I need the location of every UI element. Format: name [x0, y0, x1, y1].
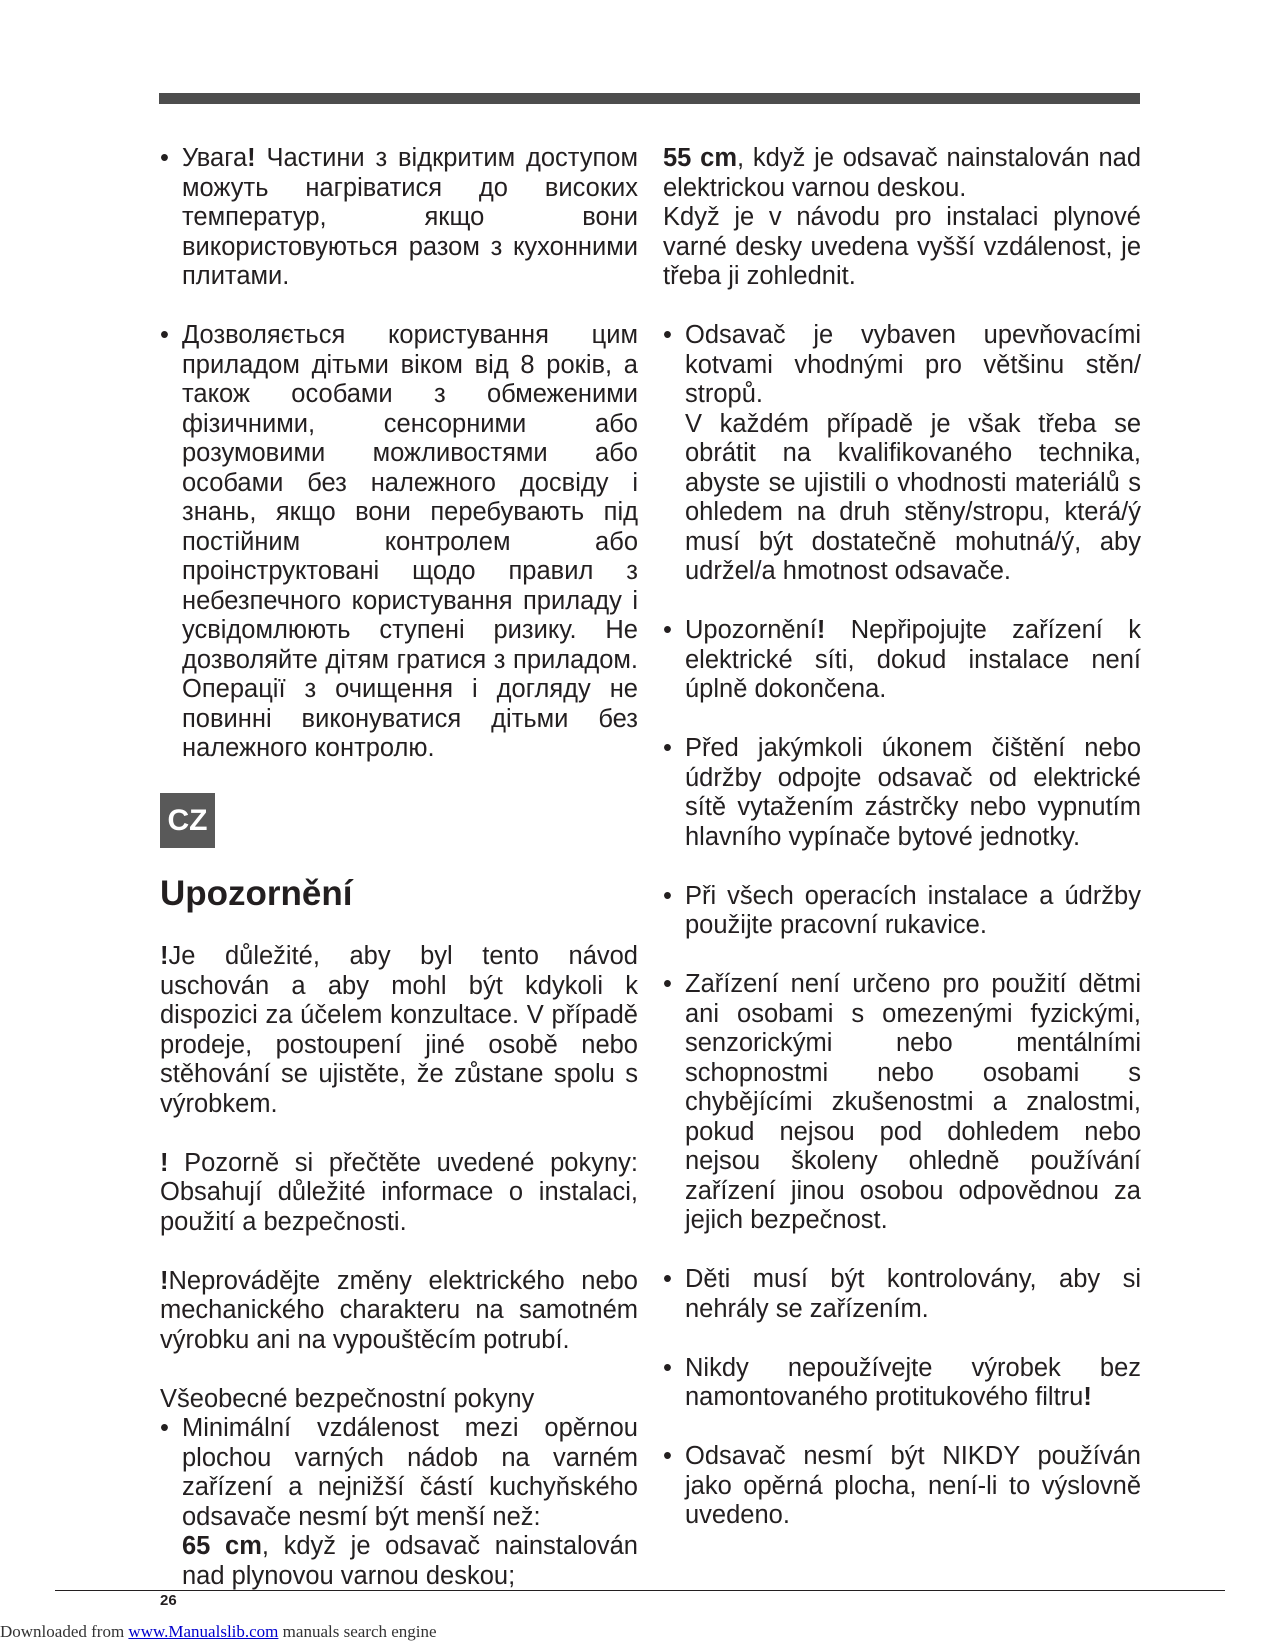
no-modifications-paragraph [160, 1267, 638, 1356]
ua-warning-bullet [160, 144, 638, 292]
left-column [160, 144, 638, 1591]
top-rule [159, 93, 1140, 104]
keep-manual-paragraph [160, 942, 638, 1119]
safety-subtitle: Všeobecné bezpečnostní pokyny [160, 1384, 535, 1413]
not-a-surface-bullet [663, 1442, 1141, 1531]
distance-continuation [663, 144, 1141, 292]
gas-distance-value: 65 cm [182, 1532, 262, 1560]
min-distance-bullet [160, 1414, 638, 1591]
bullet-text: Odsavač je vybaven upevňovacími kotvami vhodnými pro většinu stěn/ stropů. [685, 321, 1141, 408]
bullet-text: Odsavač nesmí být NIKDY používán jako opěrná plocha, není-li to výslovně uvedeno. [685, 1442, 1141, 1529]
anchors-bullet [663, 321, 1141, 587]
right-column [663, 144, 1141, 1560]
footer-suffix: manuals search engine [278, 1622, 437, 1641]
bullet-text: Minimální vzdálenost mezi opěrnou plochou varných nádob na varném zařízení a nejnižší částí kuchyňského odsavače nesmí být menší než: [182, 1414, 638, 1531]
bullet-dot: • [160, 1414, 169, 1442]
grease-filter-bullet [663, 1354, 1141, 1413]
page-number: 26 [160, 1592, 177, 1609]
paragraph-text: Pozorně si přečtěte uvedené pokyny: Obsahují důležité informace o instalaci, použití a bezpečnosti. [160, 1148, 638, 1236]
warning-lead: Увага [182, 144, 248, 172]
language-badge: CZ [160, 793, 215, 848]
paragraph-text: Je důležité, aby byl tento návod uschován a aby mohl být kdykoli k dispozici za účelem konzultace. V případě prodeje, postoupení jiné osobě nebo stěhování se ujistěte, že zůstane spolu s výrobkem. [160, 942, 638, 1118]
bullet-dot: • [663, 734, 672, 762]
supervise-children-bullet [663, 1265, 1141, 1324]
footer-prefix: Downloaded from [0, 1622, 129, 1641]
exclamation-mark: ! [247, 144, 256, 172]
no-connect-bullet [663, 616, 1141, 705]
not-for-children-bullet [663, 970, 1141, 1236]
bullet-text: Před jakýmkoli úkonem čištění nebo údržby odpojte odsavač od elektrické sítě vytažením zástrčky nebo vypnutím hlavního vypínače bytové jednotky. [685, 734, 1141, 851]
electric-distance-text: , když je odsavač nainstalován nad elektrickou varnou deskou. [663, 144, 1142, 202]
bullet-dot: • [663, 616, 672, 644]
exclamation-mark: ! [160, 942, 169, 970]
bottom-rule [55, 1590, 1225, 1591]
ua-children-bullet [160, 321, 638, 764]
exclamation-mark: ! [816, 616, 826, 644]
distance-note: Když je v návodu pro instalaci plynové varné desky uvedena vyšší vzdálenost, je třeba ji zohlednit. [663, 203, 1141, 290]
bullet-text: Zařízení není určeno pro použití dětmi ani osobami s omezenými fyzickými, senzorickými nebo mentálními schopnostmi nebo osobami s chybějícími zkušenostmi a znalostmi, pokud nejsou pod dohledem nebo nejsou školeny ohledně používání zařízení jinou osobou odpovědnou za jejich bezpečnost. [685, 970, 1141, 1234]
paragraph-text: Neprovádějte změny elektrického nebo mechanického charakteru na samotném výrobku ani na vypouštěcím potrubí. [160, 1266, 638, 1354]
bullet-dot: • [160, 321, 169, 349]
exclamation-mark: ! [160, 1148, 169, 1177]
disconnect-bullet [663, 734, 1141, 852]
read-instructions-paragraph [160, 1149, 638, 1238]
bullet-text: Nepřipojujte zařízení k elektrické síti, dokud instalace není úplně dokončena. [685, 616, 1141, 703]
exclamation-mark: ! [160, 1266, 169, 1295]
bullet-dot: • [663, 321, 672, 349]
bullet-text: Nikdy nepoužívejte výrobek bez namontovaného protitukového filtru [685, 1353, 1141, 1411]
bullet-text: V každém případě je však třeba se obrátit na kvalifikovaného technika, abyste se ujistili o vhodnosti materiálů s ohledem na druh stěny/stropu, která/ý musí být dostatečně mohutná/ý, aby udržel/a hmotnost odsavače. [685, 409, 1141, 585]
bullet-text: Дозволяється користування цим приладом дітьми віком від 8 років, а також особами з обмеженими фізичними, сенсорними або розумовими можливостями або особами без належного досвіду і знань, якщо вони перебувають під постійним контролем або проінструктовані щодо правил з небезпечного користування приладу і усвідомлюють ступені ризику. Не дозволяйте дітям гратися з приладом. Операції з очищення і догляду не повинні виконуватися дітьми без належного контролю. [182, 321, 638, 762]
bullet-text: Частини з відкритим доступом можуть нагріватися до високих температур, якщо вони використовуються разом з кухонними плитами. [182, 144, 638, 290]
bullet-dot: • [663, 1353, 672, 1382]
exclamation-mark: ! [1083, 1383, 1092, 1411]
section-heading: Upozornění [160, 874, 353, 913]
download-footer [0, 1622, 437, 1642]
manualslib-link[interactable]: www.Manualslib.com [128, 1622, 279, 1641]
bullet-dot: • [663, 970, 672, 998]
bullet-dot: • [663, 881, 672, 910]
bullet-dot: • [663, 1442, 672, 1470]
bullet-text: Při všech operacích instalace a údržby použijte pracovní rukavice. [685, 881, 1141, 939]
warning-lead: Upozornění [685, 616, 817, 644]
bullet-dot: • [160, 144, 169, 172]
bullet-text: Děti musí být kontrolovány, aby si nehrály se zařízením. [685, 1265, 1141, 1323]
bullet-dot: • [663, 1265, 672, 1293]
gas-distance-text: , když je odsavač nainstalován nad plynovou varnou deskou; [182, 1532, 638, 1590]
gloves-bullet [663, 882, 1141, 941]
electric-distance-value: 55 cm [663, 144, 738, 172]
